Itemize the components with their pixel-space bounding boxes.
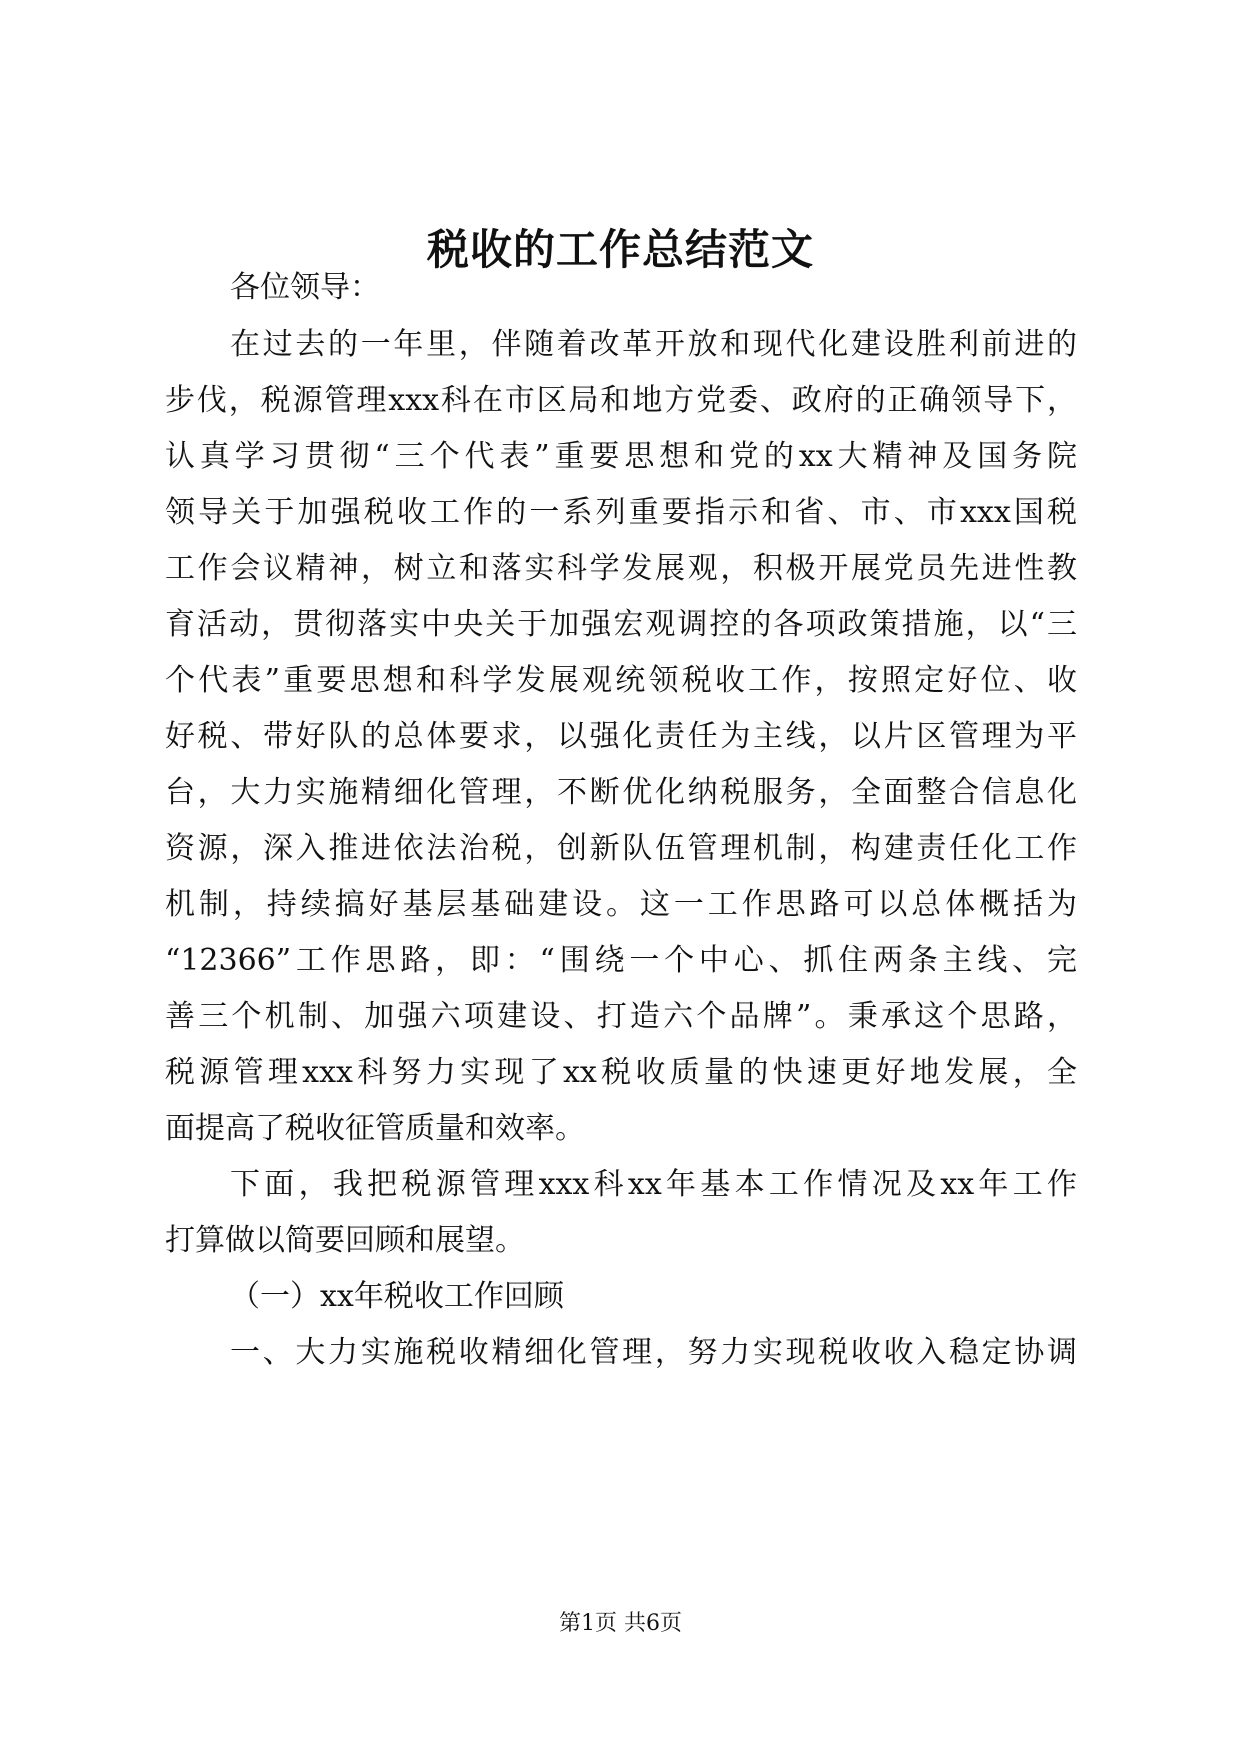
body-text-line: 认真学习贯彻“三个代表”重要思想和党的xx大精神及国务院 [165,439,1077,474]
body-text-line: 好税、带好队的总体要求，以强化责任为主线，以片区管理为平 [165,719,1077,754]
document-title: 税收的工作总结范文 [426,225,814,274]
body-text-line: 机制，持续搞好基层基础建设。这一工作思路可以总体概括为 [165,887,1077,922]
body-text-line: 在过去的一年里，伴随着改革开放和现代化建设胜利前进的 [230,327,1077,362]
body-text-line: “12366”工作思路，即：“围绕一个中心、抓住两条主线、完 [165,943,1077,978]
body-text-line: 面提高了税收征管质量和效率。 [165,1111,585,1146]
body-text-line: 步伐，税源管理xxx科在市区局和地方党委、政府的正确领导下， [165,383,1077,418]
body-text-line: 领导关于加强税收工作的一系列重要指示和省、市、市xxx国税 [165,495,1077,530]
body-text-line: 工作会议精神，树立和落实科学发展观，积极开展党员先进性教 [165,551,1077,586]
body-text-line: 税源管理xxx科努力实现了xx税收质量的快速更好地发展，全 [165,1055,1077,1090]
body-text-line: 一、大力实施税收精细化管理，努力实现税收收入稳定协调 [230,1335,1077,1370]
body-text-line: 资源，深入推进依法治税，创新队伍管理机制，构建责任化工作 [165,831,1077,866]
body-text-line: 育活动，贯彻落实中央关于加强宏观调控的各项政策措施，以“三 [165,607,1077,642]
body-text-line: 台，大力实施精细化管理，不断优化纳税服务，全面整合信息化 [165,775,1077,810]
section-heading: （一）xx年税收工作回顾 [230,1279,564,1314]
page-number-footer: 第1页 共6页 [559,1611,682,1636]
body-text-line: 打算做以简要回顾和展望。 [165,1223,525,1258]
salutation-line: 各位领导： [230,270,380,305]
body-text-line: 个代表”重要思想和科学发展观统领税收工作，按照定好位、收 [165,663,1077,698]
body-text-line: 下面，我把税源管理xxx科xx年基本工作情况及xx年工作 [230,1167,1077,1202]
body-text-line: 善三个机制、加强六项建设、打造六个品牌”。秉承这个思路， [165,999,1077,1034]
